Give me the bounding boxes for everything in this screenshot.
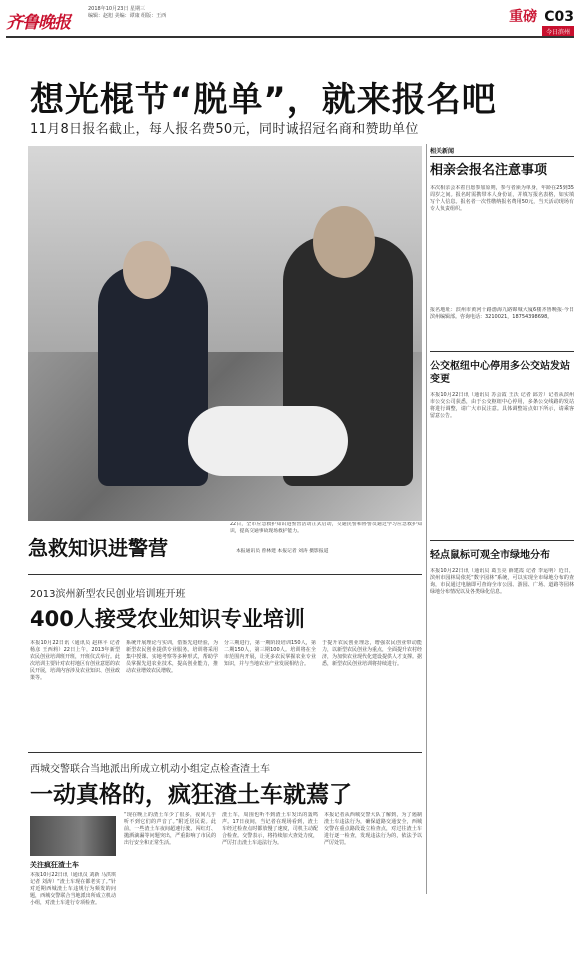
photo-officer-head [123,241,171,299]
story2-col-4: 于提升农民创业理念，增强农民创业带动能力，以新型农民创业为重点，全面提升农村经济，为加快农业现代化建设提供人才支撑。据悉，新型农民创业培训将持续进行。 [322,640,422,667]
story3-col-3: 渣土车，周围也听不到渣土车发出的轰鸣声。17日夜间，当记者在现场看到，渣土车经过检查点时都放慢了速度，司机主动配合检查。交警表示，将持续加大查处力度，严厉打击渣土车违法行为。 [222,812,318,846]
photo-credit: 本报通讯员 曾林建 本报记者 刘涛 摄影报道 [236,549,329,554]
story2-rule [28,574,422,575]
newspaper-logo: 齐鲁晚报 [6,13,70,33]
sidebar-body-1b: 报名地址：滨州市黄河十路渤海九路锦城大厦6楼齐鲁晚报·今日滨州编辑部。咨询电话：3210021，18754398698。 [430,307,574,320]
lead-subhead: 11月8日报名截止，每人报名费50元，同时诚招冠名商和赞助单位 [30,122,419,137]
story3-kicker: 西城交警联合当地派出所成立机动小组定点检查渣土车 [30,764,270,775]
sidebar-headline-3: 轻点鼠标可观全市绿地分布 [430,550,550,561]
photo-cpr-dummy [188,406,348,476]
section-name: 重磅 [509,9,538,25]
story2-headline: 400人接受农业知识专业培训 [30,607,305,631]
issue-date: 2018年10月23日 星期三 [88,6,146,12]
story2-col-3: 分三期进行，第一期阶段培训150人，第二期150人，第三期100人。培训将在全市范围内开展，让更多农民掌握农业专业知识，并与当地农业产业发展相结合。 [224,640,316,667]
story3-col-4: 本报记者从西城交警大队了解到，为了遏制渣土车违法行为，确保道路交通安全，西城交警在重点路段设立检查点，对过往渣土车进行逐一检查，发现违法行为的，依法予以严厉处罚。 [324,812,422,846]
sidebar-rule-1 [430,351,574,352]
story3-headline: 一动真格的，疯狂渣土车就蔫了 [30,782,352,808]
lead-photo [28,146,422,521]
sidebar-divider [426,144,427,894]
photo-caption: 22日，全市应急救护知识进警营活动正式启动，交通民警和协警员通过学习应急救护知识，提高交通事故现场救护能力。 [230,522,422,534]
story2-kicker: 2013滨州新型农民创业培训班开班 [30,589,186,600]
sidebar-body-2: 本报10月22日讯（通讯员 苏会霞 王沃 记者 邱芳）记者从滨州市公交公司获悉，由于公交枢纽中心停用，多条公交线路的发站将进行调整，请广大市民注意。具体调整站点如下所示，请乘客留意公告。 [430,392,574,419]
sidebar-headline-1: 相亲会报名注意事项 [430,163,548,178]
story3-col-1: 本报10月22日讯（通讯员 刘新 马洪琪 记者 刘涛）“渣土车现在都老实了。”针对近期西城渣土车违规行为频发的问题，西城交警联合当地派出所成立机动小组，对渣土车进行专项检查。 [30,872,116,906]
sidebar-headline-2: 公交枢纽中心停用多公交站发站变更 [430,361,570,385]
masthead-info [88,6,166,20]
sidebar-body-1: 本次相亲会本着自愿参加原则，参与者须为单身，年龄在25到35周岁之间。报名时需携带本人身份证，并填写报名表格，如实填写个人信息。报名者一次性缴纳报名费用50元，当天活动现场有专人负责组织。 [430,185,574,212]
page-number: C03 [544,9,574,25]
sidebar-rule-2 [430,540,574,541]
photo-instructor-head [313,206,375,278]
edition-label: 今日滨州 [542,26,574,37]
lead-headline: 想光棍节“脱单”，就来报名吧 [30,80,497,120]
story3-rule [28,752,422,753]
sidebar [430,146,574,818]
photo-title: 急救知识进警营 [28,536,168,560]
masthead-divider [6,36,574,38]
sidebar-label: 相关新闻 [430,146,574,157]
story2-col-1: 本报10月22日讯（通讯员 赵林平 记者 杨彦 王西莉）22日上午，2013年新型农民创业培训班开班，开班仪式举行。此次培训主要针对农村地区有创业意愿的农民开展，培训内容涉及农业知识、创业政策等。 [30,640,120,681]
story3-photo-caption: 关注疯狂渣土车 [30,861,79,869]
story2-col-2: 系统开展理论与实训，借鉴先进经验，为新型农民创业提供专业服务。培训将采用集中授课、实地考察等多种形式，帮助学员掌握先进农业技术，提高创业能力，推动农业增效农民增收。 [126,640,218,674]
story3-photo [30,816,116,856]
section-tag [509,6,574,26]
sidebar-body-3: 本报10月22日讯（通讯员 葛玉亮 薛建霞 记者 李运明）近日，滨州市园林局依托“数字园林”系统，可以实现全市绿地分布的查询，市民通过电脑即可查询全市公园、游园、广场、道路等园林绿地分布情况以及各类绿化信息。 [430,568,574,595]
story3-col-2: “现在晚上的渣土车少了很多，夜间几乎听不到它们的声音了。”附近居民说。此前，一些渣土车夜间超速行驶、闯红灯、抛洒滴漏等问题突出，严重影响了市民的出行安全和正常生活。 [124,812,216,846]
editor-credits: 编辑：赵旭 美编：谭康 组版：王西 [88,13,167,19]
